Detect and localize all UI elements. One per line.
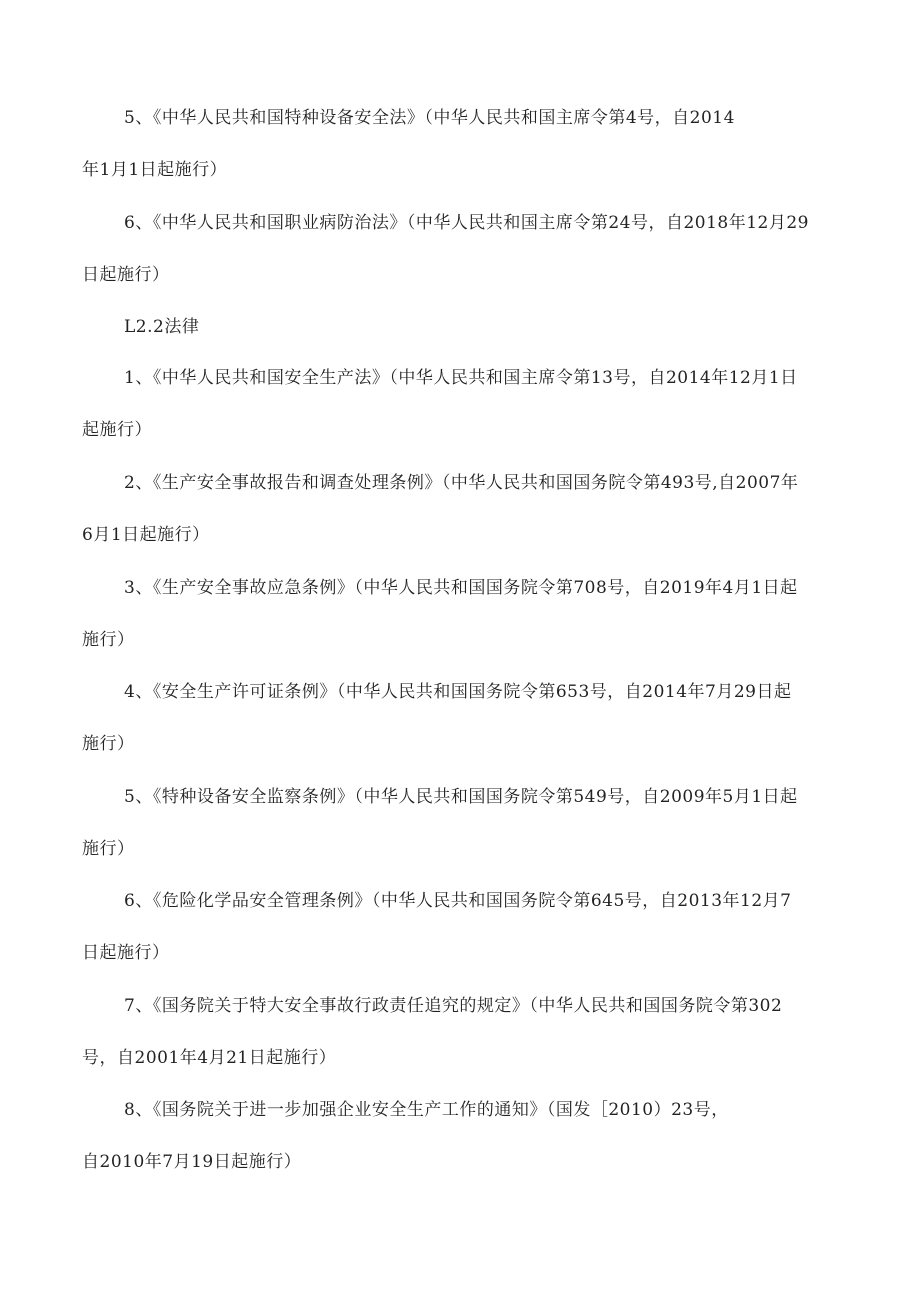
law-item-special-equipment-safety-law bbox=[82, 92, 852, 196]
list-item-line: 6、《危险化学品安全管理条例》（中华人民共和国国务院令第645号，自2013年12月7 bbox=[124, 891, 792, 911]
list-item-line: 起施行） bbox=[82, 420, 152, 440]
law-item-accident-responsibility-provision bbox=[82, 980, 852, 1084]
list-item-line: 7、《国务院关于特大安全事故行政责任追究的规定》（中华人民共和国国务院令第302 bbox=[124, 996, 783, 1016]
list-item-line: 8、《国务院关于进一步加强企业安全生产工作的通知》（国发［2010）23号， bbox=[124, 1100, 729, 1120]
list-item-line: 3、《生产安全事故应急条例》（中华人民共和国国务院令第708号，自2019年4月1日起 bbox=[124, 578, 798, 598]
law-item-safety-license-regulation bbox=[82, 666, 852, 770]
section-heading: L2.2法律 bbox=[124, 317, 200, 337]
law-item-accident-report-regulation bbox=[82, 457, 852, 561]
list-item-line: 自2010年7月19日起施行） bbox=[82, 1152, 302, 1172]
list-item-line: 5、《中华人民共和国特种设备安全法》（中华人民共和国主席令第4号，自2014 bbox=[124, 108, 735, 128]
list-item-line: 1、《中华人民共和国安全生产法》（中华人民共和国主席令第13号，自2014年12月1日 bbox=[124, 368, 798, 388]
list-item-line: 日起施行） bbox=[82, 265, 170, 285]
list-item-line: 5、《特种设备安全监察条例》（中华人民共和国国务院令第549号，自2009年5月1日起 bbox=[124, 787, 798, 807]
list-item-line: 日起施行） bbox=[82, 943, 170, 963]
list-item-line: 号，自2001年4月21日起施行） bbox=[82, 1048, 337, 1068]
list-item-line: 2、《生产安全事故报告和调查处理条例》（中华人民共和国国务院令第493号,自2007年 bbox=[124, 473, 799, 493]
list-item-line: 6月1日起施行） bbox=[82, 525, 210, 545]
list-item-line: 6、《中华人民共和国职业病防治法》（中华人民共和国主席令第24号，自2018年12月29 bbox=[124, 213, 809, 233]
law-item-emergency-regulation bbox=[82, 562, 852, 666]
law-item-hazardous-chemicals-regulation bbox=[82, 875, 852, 979]
law-item-special-equipment-supervision bbox=[82, 771, 852, 875]
law-item-enterprise-safety-notice bbox=[82, 1084, 852, 1188]
list-item-line: 施行） bbox=[82, 734, 135, 754]
list-item-line: 施行） bbox=[82, 630, 135, 650]
list-item-line: 4、《安全生产许可证条例》（中华人民共和国国务院令第653号，自2014年7月29日起 bbox=[124, 682, 792, 702]
law-item-work-safety-law bbox=[82, 352, 852, 456]
law-item-occupational-disease-law bbox=[82, 197, 852, 301]
list-item-line: 施行） bbox=[82, 839, 135, 859]
list-item-line: 年1月1日起施行） bbox=[82, 160, 228, 180]
